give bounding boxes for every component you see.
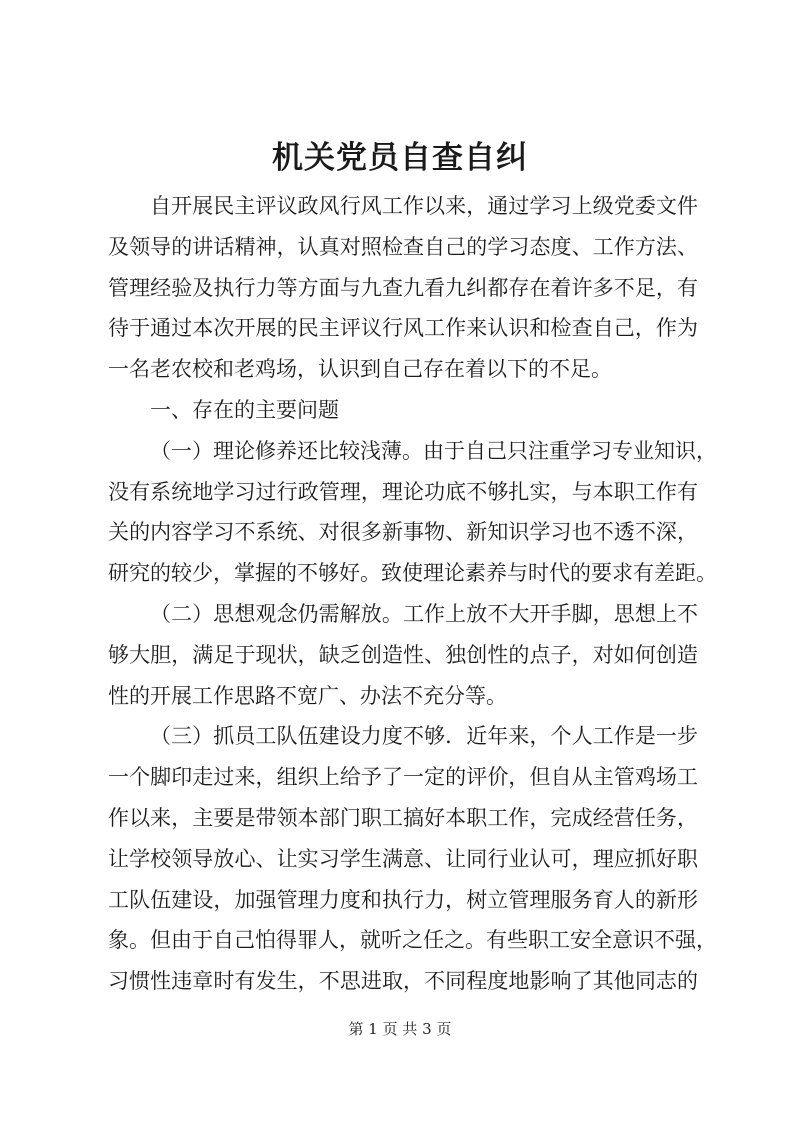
body-line: 管理经验及执行力等方面与九查九看九纠都存在着许多不足，有: [108, 275, 698, 300]
page-number-footer: 第 1 页 共 3 页: [348, 1020, 452, 1038]
body-line: 一个脚印走过来，组织上给予了一定的评价，但自从主管鸡场工: [108, 765, 698, 790]
body-line: （二）思想观念仍需解放。工作上放不大开手脚，思想上不: [150, 601, 698, 626]
body-line: 够大胆，满足于现状，缺乏创造性、独创性的点子，对如何创造: [108, 642, 698, 667]
body-line: 让学校领导放心、让实习学生满意、让同行业认可，理应抓好职: [108, 846, 698, 871]
body-line: 没有系统地学习过行政管理，理论功底不够扎实，与本职工作有: [108, 479, 698, 504]
body-line: 工队伍建设，加强管理力度和执行力，树立管理服务育人的新形: [108, 887, 698, 912]
document-body: [108, 186, 717, 1002]
body-line: 一名老农校和老鸡场，认识到自己存在着以下的不足。: [108, 357, 612, 382]
body-line: 研究的较少，掌握的不够好。致使理论素养与时代的要求有差距。: [108, 561, 717, 586]
body-line: 及领导的讲话精神，认真对照检查自己的学习态度、工作方法、: [108, 234, 698, 259]
body-line: 习惯性违章时有发生，不思进取，不同程度地影响了其他同志的: [108, 969, 698, 994]
body-line: 自开展民主评议政风行风工作以来，通过学习上级党委文件: [150, 194, 698, 218]
body-line: 待于通过本次开展的民主评议行风工作来认识和检查自己，作为: [108, 316, 698, 341]
section-heading: 一、存在的主要问题: [150, 397, 339, 422]
body-line: 作以来，主要是带领本部门职工搞好本职工作，完成经营任务，: [108, 805, 698, 830]
document-title: 机关党员自查自纠: [272, 140, 528, 176]
body-line: （三）抓员工队伍建设力度不够．近年来，个人工作是一步: [150, 724, 698, 749]
body-line: 性的开展工作思路不宽广、办法不充分等。: [108, 683, 507, 708]
body-line: 关的内容学习不系统、对很多新事物、新知识学习也不透不深，: [108, 520, 698, 545]
body-line: 象。但由于自己怕得罪人，就听之任之。有些职工安全意识不强，: [108, 928, 717, 953]
body-line: （一）理论修养还比较浅薄。由于自己只注重学习专业知识，: [150, 438, 717, 463]
